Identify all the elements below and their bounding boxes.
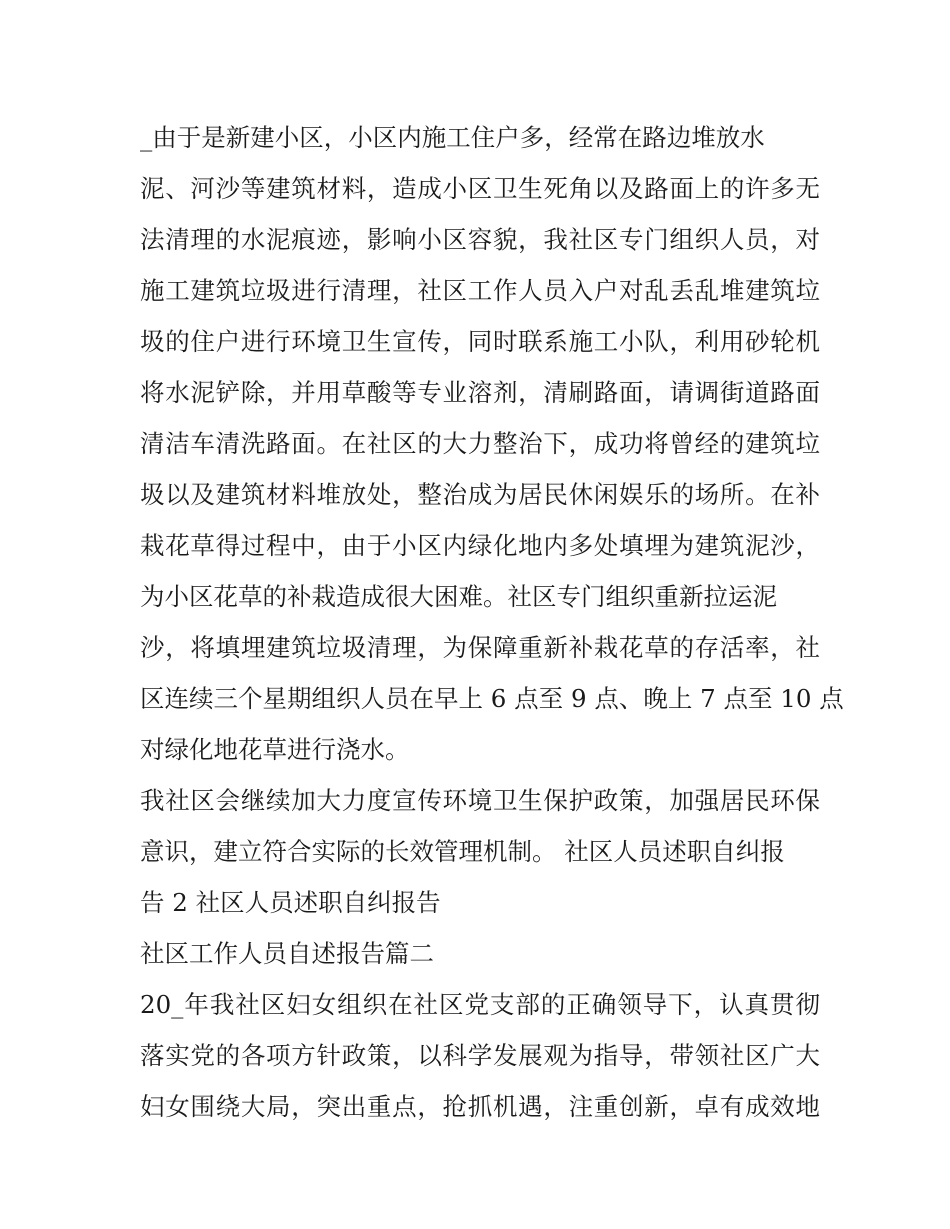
text-line: 法清理的水泥痕迹，影响小区容貌，我社区专门组织人员，对: [140, 225, 820, 254]
text-line: 对绿化地花草进行浇水。: [140, 735, 410, 764]
text-line: 落实党的各项方针政策，以科学发展观为指导，带领社区广大: [140, 1041, 820, 1070]
text-line: 区连续三个星期组织人员在早上 6 点至 9 点、晚上 7 点至 10 点: [140, 684, 844, 713]
text-line: 意识，建立符合实际的长效管理机制。 社区人员述职自纠报: [140, 837, 785, 866]
text-line: _由于是新建小区，小区内施工住户多，经常在路边堆放水: [140, 123, 765, 152]
text-line: 告 2 社区人员述职自纠报告: [140, 888, 441, 917]
text-line: 我社区会继续加大力度宣传环境卫生保护政策，加强居民环保: [140, 786, 820, 815]
text-line: 20_年我社区妇女组织在社区党支部的正确领导下，认真贯彻: [140, 990, 820, 1019]
text-line: 妇女围绕大局，突出重点，抢抓机遇，注重创新，卓有成效地: [140, 1092, 820, 1121]
text-line: 为小区花草的补栽造成很大困难。社区专门组织重新拉运泥: [140, 582, 777, 611]
text-line: 将水泥铲除，并用草酸等专业溶剂，清刷路面，请调街道路面: [140, 378, 820, 407]
section-heading: 社区工作人员自述报告篇二: [140, 939, 434, 968]
text-line: 栽花草得过程中，由于小区内绿化地内多处填埋为建筑泥沙，: [140, 531, 820, 560]
text-line: 圾的住户进行环境卫生宣传，同时联系施工小队，利用砂轮机: [140, 327, 820, 356]
document-body: [140, 112, 844, 1132]
text-line: 沙，将填埋建筑垃圾清理，为保障重新补栽花草的存活率，社: [140, 633, 820, 662]
text-line: 泥、河沙等建筑材料，造成小区卫生死角以及路面上的许多无: [140, 174, 820, 203]
text-line: 清洁车清洗路面。在社区的大力整治下，成功将曾经的建筑垃: [140, 429, 820, 458]
text-line: 施工建筑垃圾进行清理，社区工作人员入户对乱丢乱堆建筑垃: [140, 276, 820, 305]
text-line: 圾以及建筑材料堆放处，整治成为居民休闲娱乐的场所。在补: [140, 480, 820, 509]
